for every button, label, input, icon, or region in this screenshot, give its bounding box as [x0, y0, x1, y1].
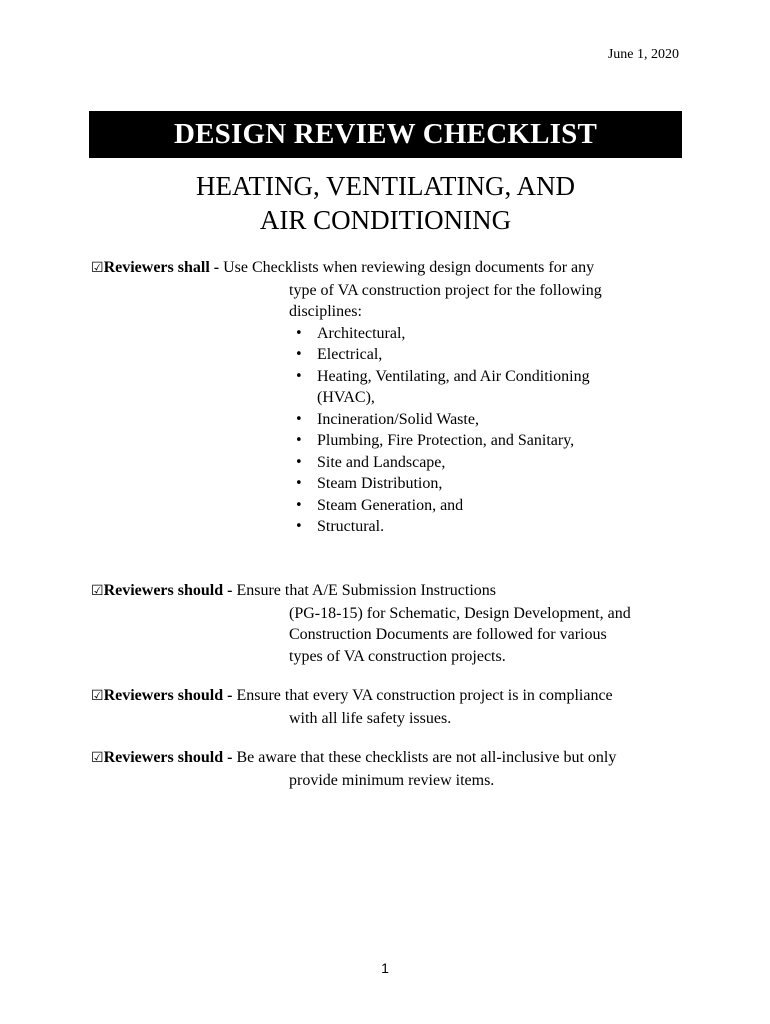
- section-subject: Reviewers should -: [103, 687, 237, 704]
- section-first-line: Use Checklists when reviewing design documents for any: [223, 259, 595, 276]
- section-line: types of VA construction projects.: [289, 647, 506, 665]
- document-subtitle: [89, 169, 682, 237]
- list-item: • Structural.: [317, 516, 691, 538]
- section-subject: Reviewers should -: [103, 749, 237, 766]
- list-item: • Site and Landscape,: [317, 452, 691, 474]
- checklist-section-1: [91, 257, 691, 538]
- subtitle-line-1: HEATING, VENTILATING, AND: [196, 171, 575, 201]
- section-first-line: Be aware that these checklists are not all-inclusive but only: [236, 749, 617, 766]
- checkbox-checked-icon: ☑: [91, 583, 104, 599]
- checklist-section-4: [91, 747, 691, 791]
- list-item-continuation-text: (HVAC),: [317, 389, 375, 406]
- section-line: (PG-18-15) for Schematic, Design Development, and: [289, 604, 631, 622]
- section-lead: [91, 685, 691, 708]
- checklist-section-2: [91, 580, 691, 667]
- list-item: • Plumbing, Fire Protection, and Sanitary,: [317, 430, 691, 452]
- section-lead: [91, 747, 691, 770]
- list-item: • Architectural,: [317, 323, 691, 345]
- list-item: • Heating, Ventilating, and Air Conditioning: [317, 366, 691, 388]
- checkbox-checked-icon: ☑: [91, 750, 104, 766]
- section-line: type of VA construction project for the following: [289, 281, 602, 299]
- disciplines-list: [91, 323, 691, 538]
- section-first-line: Ensure that A/E Submission Instructions: [236, 582, 496, 599]
- section-subject: Reviewers shall -: [103, 259, 224, 276]
- checkbox-checked-icon: ☑: [91, 260, 104, 276]
- list-item: • Electrical,: [317, 344, 691, 366]
- section-first-line: Ensure that every VA construction project is in compliance: [236, 687, 613, 704]
- section-line: Construction Documents are followed for various: [289, 626, 607, 643]
- section-lead: [91, 257, 691, 280]
- list-item: • Steam Generation, and: [317, 495, 691, 517]
- section-lead: [91, 580, 691, 603]
- document-date: June 1, 2020: [607, 47, 679, 62]
- section-line: disciplines:: [289, 303, 362, 320]
- checkbox-checked-icon: ☑: [91, 688, 104, 704]
- section-line: provide minimum review items.: [289, 771, 495, 789]
- page-number: 1: [381, 960, 389, 976]
- subtitle-line-2: AIR CONDITIONING: [259, 205, 512, 235]
- section-subject: Reviewers should -: [103, 582, 237, 599]
- title-bar: [89, 111, 682, 158]
- checklist-section-3: [91, 685, 691, 729]
- document-title: DESIGN REVIEW CHECKLIST: [173, 118, 598, 150]
- section-line: with all life safety issues.: [289, 709, 452, 727]
- list-item: • Steam Distribution,: [317, 473, 691, 495]
- list-item: • Incineration/Solid Waste,: [317, 409, 691, 431]
- list-item-continuation: [317, 387, 691, 409]
